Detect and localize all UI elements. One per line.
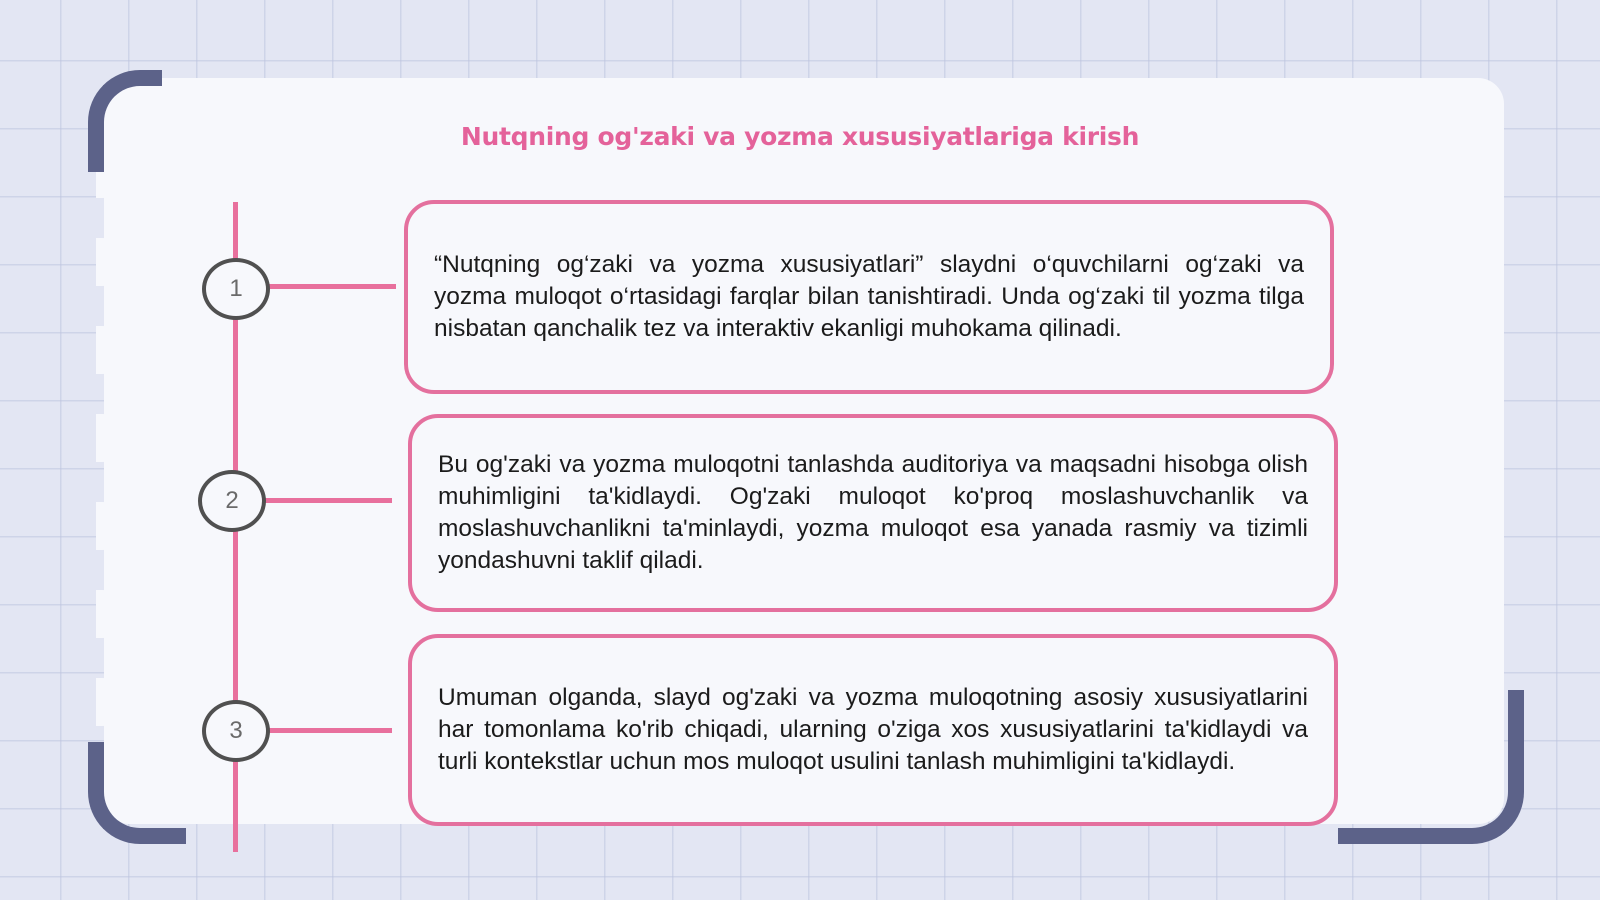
timeline-card-text-1: “Nutqning og‘zaki va yozma xususiyatlari” slaydni o‘quvchilarni og‘zaki va yozma muloqot o‘rtasidagi farqlar bilan tanishtiradi. Unda og‘zaki til yozma tilga nisbatan qanchalik tez va interaktiv ekanligi muhokama qilinadi. [434,251,1304,342]
corner-bracket-bottom-left [88,742,186,844]
timeline-connector-1 [266,284,396,289]
timeline-connector-3 [266,728,392,733]
corner-bracket-bottom-right [1338,690,1524,844]
timeline-connector-2 [264,498,392,503]
timeline-marker-3: 3 [202,700,270,762]
timeline-card-1 [404,200,1334,394]
slide-title: Nutqning og'zaki va yozma xususiyatlariga kirish [460,122,1140,151]
timeline-marker-1: 1 [202,258,270,320]
timeline-card-text-2: Bu og'zaki va yozma muloqotni tanlashda auditoriya va maqsadni hisobga olish muhimligini ta'kidlaydi. Og'zaki muloqot ko'proq moslashuvchanlik va moslashuvchanlikni ta'minlaydi, yozma muloqot esa yanada rasmiy va tizimli yondashuvni taklif qiladi. [438,451,1308,574]
corner-bracket-top-left [88,70,162,172]
timeline-card-text-3: Umuman olganda, slayd og'zaki va yozma muloqotning asosiy xususiyatlarini har tomonlama ko'rib chiqadi, ularning o'ziga xos xususiyatlarini ta'kidlaydi va turli kontekstlar uchun mos muloqot usulini tanlash muhimligini ta'kidlaydi. [438,684,1308,775]
timeline-card-2 [408,414,1338,612]
timeline-card-3 [408,634,1338,826]
timeline-marker-2: 2 [198,470,266,532]
